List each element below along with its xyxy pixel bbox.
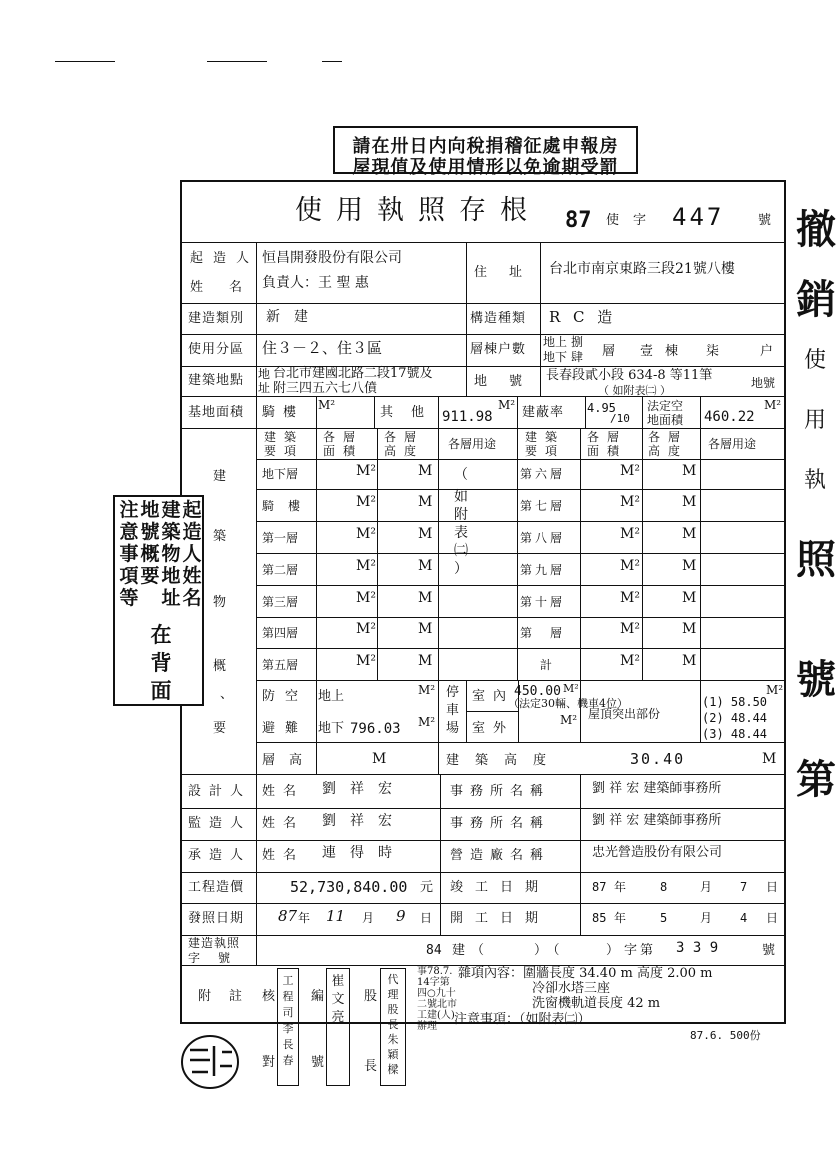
unit-m: M xyxy=(682,463,697,479)
permit-prefix: 使 xyxy=(606,213,620,228)
remarks-col-2: 對 xyxy=(262,1055,276,1070)
col-item-header-1: 建築 xyxy=(264,430,305,444)
location-line-2: 附三四五六七八僨 xyxy=(273,381,378,396)
row-floor6-label: 第六層 xyxy=(520,467,566,481)
print-note: 87.6. 500份 xyxy=(690,1029,761,1042)
start-ri: 日 xyxy=(766,911,779,925)
permit-hao: 號 xyxy=(758,213,772,228)
permit-hao-label: 號 xyxy=(762,943,776,958)
roof-value-2: (2) 48.44 xyxy=(702,711,768,725)
unit-m: M xyxy=(418,558,433,574)
lot-value: 長春段貳小段 634-8 等11筆 xyxy=(546,368,713,383)
unit-m: M xyxy=(682,494,697,510)
unit-m2: M² xyxy=(356,463,376,479)
notice-line-2: 屋現值及使用情形以免逾期受罰 xyxy=(352,157,619,178)
start-month: 5 xyxy=(660,911,668,925)
summary-side-label-3: 概 xyxy=(213,659,227,674)
issue-date-label: 發照日期 xyxy=(188,911,245,926)
summary-side-label-5: 要 xyxy=(213,721,227,736)
side-note-col-2: 建築物地址 xyxy=(161,499,181,609)
building-height-unit: M xyxy=(762,751,777,767)
cooling-tower: 冷卻水塔三座 xyxy=(532,981,611,996)
col-item-header-r2: 要項 xyxy=(525,444,566,458)
floor-height-unit: M xyxy=(372,751,387,767)
approval-reference: 事78.7.14字第四○九十二號北市工建(人)辦理 xyxy=(417,966,457,1032)
col-use-header: 各層用途 xyxy=(448,437,497,451)
col-item-header-r1: 建築 xyxy=(525,430,566,444)
permit-zi: 字 xyxy=(633,213,647,228)
col-area-header-r1: 各層 xyxy=(587,430,628,444)
permit-year: 84 xyxy=(426,943,442,958)
row-floor-blank-label: 第 層 xyxy=(520,626,566,640)
use-note-1: 如 xyxy=(454,489,468,505)
contractor-name-label: 姓名 xyxy=(262,848,305,863)
right-margin-char: 用 xyxy=(804,408,827,433)
building-height-value: 30.40 xyxy=(630,750,686,768)
unit-m2: M² xyxy=(620,590,640,606)
side-note-col-3: 地號概要 xyxy=(140,499,160,587)
location-label: 建築地點 xyxy=(188,373,245,388)
contractor-label: 承造人 xyxy=(188,848,252,863)
floors-ceng: 層 xyxy=(602,344,616,359)
parking-label-1: 車 xyxy=(446,703,460,718)
right-margin-stamp xyxy=(796,190,836,1090)
issue-nian: 年 xyxy=(298,911,311,925)
lot-note: （ 如附表㈡ ） xyxy=(598,384,671,397)
unit-m2: M² xyxy=(356,590,376,606)
unit-m: M xyxy=(682,526,697,542)
remarks-col-6: 長 xyxy=(364,1059,378,1074)
section-chief-stamp: 代理股長朱穎樑 xyxy=(380,968,406,1086)
builder-representative: 負責人：王 聖 惠 xyxy=(262,275,369,291)
buildings-count: 壹 xyxy=(640,344,654,359)
right-margin-char: 號 xyxy=(796,656,836,703)
builder-company: 恒昌開發股份有限公司 xyxy=(262,250,402,266)
scan-mark xyxy=(55,61,115,62)
floors-below-count: 肆 xyxy=(571,350,584,364)
start-year: 85 xyxy=(592,911,607,925)
open-space-value: 460.22 xyxy=(704,409,755,425)
col-use-header-r: 各層用途 xyxy=(708,437,757,451)
shelter-label-1: 防空 xyxy=(262,689,309,704)
builder-address-label: 住址 xyxy=(474,265,545,280)
misc-content: 雜項內容：圍牆長度 34.40 m 高度 2.00 m xyxy=(458,966,713,981)
row-arcade-label: 騎樓 xyxy=(262,499,315,513)
builder-address: 台北市南京東路三段21號八樓 xyxy=(549,261,735,277)
outdoor-label: 室外 xyxy=(472,721,515,736)
use-note-4: ㈡ xyxy=(454,543,468,559)
unit-m: M xyxy=(418,590,433,606)
remarks-col-3: 編 xyxy=(311,989,325,1004)
col-area-header-r2: 面積 xyxy=(587,444,628,458)
build-type-value: 新建 xyxy=(266,309,322,325)
supervisor-name-label: 姓名 xyxy=(262,816,305,831)
parking-label-0: 停 xyxy=(446,685,460,700)
designer-office: 劉 祥 宏 建築師事務所 xyxy=(592,781,722,796)
side-note-col-4: 注意事項等 xyxy=(119,499,139,609)
col-area-header-2: 面積 xyxy=(323,444,364,458)
other-area-unit: M² xyxy=(498,398,516,412)
unit-m: M xyxy=(418,621,433,637)
roof-unit: M² xyxy=(766,683,784,697)
side-note-box xyxy=(113,495,204,706)
unit-m2: M² xyxy=(620,621,640,637)
row-floor8-label: 第八層 xyxy=(520,531,566,545)
lot-suffix: 地號 xyxy=(751,376,776,390)
floors-above-count: 捌 xyxy=(571,335,584,349)
permit-serial: 3 3 9 xyxy=(676,940,719,956)
round-seal-icon xyxy=(178,1032,242,1092)
issue-month: 11 xyxy=(326,907,346,925)
other-label: 其他 xyxy=(380,405,443,420)
summary-side-label-0: 建 xyxy=(213,469,227,484)
unit-m2: M² xyxy=(620,463,640,479)
zoning-label: 使用分區 xyxy=(188,342,245,357)
designer-name-label: 姓名 xyxy=(262,784,305,799)
outdoor-unit: M² xyxy=(560,713,578,727)
shelter-above-unit: M² xyxy=(418,683,436,697)
completion-day: 7 xyxy=(740,880,748,894)
right-margin-char: 使 xyxy=(804,348,827,373)
col-height-header-r2: 高度 xyxy=(648,444,689,458)
lot-label: 地號 xyxy=(474,374,545,389)
row-floor9-label: 第九層 xyxy=(520,563,566,577)
remarks-col-5: 股 xyxy=(364,989,378,1004)
right-margin-char: 執 xyxy=(804,468,827,493)
indoor-label: 室內 xyxy=(472,689,515,704)
col-height-header-r1: 各層 xyxy=(648,430,689,444)
indoor-parking-unit: M² xyxy=(563,682,579,695)
unit-m2: M² xyxy=(356,494,376,510)
completion-nian: 年 xyxy=(614,880,627,894)
row-floor1-label: 第一層 xyxy=(262,531,299,545)
permit-zidi: 字第 xyxy=(624,943,657,958)
permit-year: 87 xyxy=(565,208,592,233)
coverage-label: 建蔽率 xyxy=(522,405,565,420)
floor-height-label: 層高 xyxy=(262,753,317,768)
structure-type-value: R C 造 xyxy=(549,308,617,326)
indoor-parking-note: （法定30輛、機車4位） xyxy=(508,697,628,710)
open-space-unit: M² xyxy=(764,398,782,412)
row-total-label: 計 xyxy=(540,658,553,672)
issue-day: 9 xyxy=(396,907,406,925)
issue-year: 87 xyxy=(278,907,298,925)
contractor-firm: 忠光營造股份有限公司 xyxy=(592,845,723,860)
cost-unit: 元 xyxy=(420,880,434,895)
unit-m2: M² xyxy=(356,526,376,542)
unit-m2: M² xyxy=(356,621,376,637)
location-prefix-2: 址 xyxy=(258,381,271,395)
designer-office-label: 事務所名稱 xyxy=(450,784,551,799)
unit-m2: M² xyxy=(356,558,376,574)
unit-m: M xyxy=(682,590,697,606)
supervisor-office-label: 事務所名稱 xyxy=(450,816,551,831)
col-item-header-2: 要項 xyxy=(264,444,305,458)
row-floor4-label: 第四層 xyxy=(262,626,299,640)
site-area-label: 基地面積 xyxy=(188,405,245,420)
designer-label: 設計人 xyxy=(188,784,252,799)
structure-type-label: 構造種類 xyxy=(470,311,527,326)
unit-m: M xyxy=(418,463,433,479)
coverage-denominator: /10 xyxy=(610,412,630,425)
supervisor-office: 劉 祥 宏 建築師事務所 xyxy=(592,813,722,828)
coverage-value: 4.95 xyxy=(587,401,616,415)
scan-mark xyxy=(207,61,267,62)
use-note-3: 表 xyxy=(454,525,468,541)
unit-m: M xyxy=(418,526,433,542)
builder-label-l2: 姓名 xyxy=(190,280,269,295)
other-area-value: 911.98 xyxy=(442,409,493,425)
parking-label-2: 場 xyxy=(446,721,460,736)
row-floor2-label: 第二層 xyxy=(262,563,299,577)
roof-value-1: (1) 58.50 xyxy=(702,695,768,709)
start-day: 4 xyxy=(740,911,748,925)
col-height-header-2: 高度 xyxy=(384,444,425,458)
use-note-0: （ xyxy=(454,467,468,483)
shelter-above-label: 地上 xyxy=(318,689,345,704)
col-height-header-1: 各層 xyxy=(384,430,425,444)
permit-number: 447 xyxy=(672,203,725,231)
issue-yue: 月 xyxy=(362,911,375,925)
permit-paren: ）（ xyxy=(534,943,566,958)
form-title: 使用執照存根 xyxy=(295,195,541,226)
row-floor7-label: 第七層 xyxy=(520,499,566,513)
caution-note: 注意事項：（如附表㈡） xyxy=(454,1012,591,1027)
unit-m: M xyxy=(682,653,697,669)
use-note-5: ） xyxy=(454,561,468,577)
units-hu: 户 xyxy=(760,344,774,359)
floors-above-label: 地上 xyxy=(543,335,568,349)
build-type-label: 建造類別 xyxy=(188,311,245,326)
location-prefix-1: 地 xyxy=(258,367,271,381)
side-note-bottom: 在背面 xyxy=(150,622,172,703)
builder-label-l1: 起造人 xyxy=(190,251,260,266)
cost-value: 52,730,840.00 xyxy=(290,878,408,896)
summary-side-label-4: 、 xyxy=(220,687,234,702)
shelter-below-value: 796.03 xyxy=(350,721,401,737)
summary-side-label-1: 築 xyxy=(213,529,227,544)
supervisor-label: 監造人 xyxy=(188,816,252,831)
remarks-col-4: 號 xyxy=(311,1055,325,1070)
scan-mark xyxy=(322,61,342,62)
completion-ri: 日 xyxy=(766,880,779,894)
floors-units-label: 層棟户數 xyxy=(470,342,527,357)
unit-m2: M² xyxy=(356,653,376,669)
permit-label-1: 建造執照 xyxy=(188,936,241,950)
unit-m: M xyxy=(682,558,697,574)
start-nian: 年 xyxy=(614,911,627,925)
shelter-label-2: 避難 xyxy=(262,721,309,736)
building-height-label: 建築高度 xyxy=(446,753,563,768)
completion-month: 8 xyxy=(660,880,668,894)
zoning-value: 住３－２、住３區 xyxy=(262,339,383,357)
row-floor3-label: 第三層 xyxy=(262,595,299,609)
row-floor10-label: 第十層 xyxy=(520,595,566,609)
open-space-label-1: 法定空 xyxy=(647,399,684,413)
side-note-col-1: 起造人姓名 xyxy=(182,499,202,609)
remarks-label: 附註 xyxy=(198,989,261,1004)
roof-value-3: (3) 48.44 xyxy=(702,727,768,741)
completion-yue: 月 xyxy=(700,880,713,894)
roof-projection-label: 屋頂突出部份 xyxy=(588,707,661,721)
right-margin-char: 撤 xyxy=(796,206,836,253)
notice-line-1: 請在卅日内向稅捐稽征處申報房 xyxy=(352,136,619,157)
window-washer: 洗窗機軌道長度 42 m xyxy=(532,996,661,1011)
unit-m: M xyxy=(682,621,697,637)
row-basement-label: 地下層 xyxy=(262,467,299,481)
contractor-name: 連 得 時 xyxy=(322,845,392,861)
open-space-label-2: 地面積 xyxy=(647,413,684,427)
permit-label-2: 字號 xyxy=(188,951,249,965)
right-margin-char: 第 xyxy=(796,756,836,803)
shelter-below-unit: M² xyxy=(418,715,436,729)
designer-name: 劉 祥 宏 xyxy=(322,781,392,797)
start-yue: 月 xyxy=(700,911,713,925)
contractor-firm-label: 營造廠名稱 xyxy=(450,848,551,863)
issue-ri: 日 xyxy=(420,911,433,925)
unit-m: M xyxy=(418,653,433,669)
summary-side-label-2: 物 xyxy=(213,595,227,610)
unit-m2: M² xyxy=(620,558,640,574)
permit-jian: 建（ xyxy=(452,943,491,958)
supervisor-name: 劉 祥 宏 xyxy=(322,813,392,829)
unit-m2: M² xyxy=(620,653,640,669)
tax-notice-box xyxy=(333,126,638,178)
remarks-col-1: 核 xyxy=(262,989,276,1004)
arcade-label: 騎樓 xyxy=(262,405,305,420)
shelter-below-label: 地下 xyxy=(318,721,345,736)
indoor-parking-value: 450.00 xyxy=(514,684,561,699)
arcade-unit: M² xyxy=(318,398,336,412)
row-floor5-label: 第五層 xyxy=(262,658,299,672)
right-margin-char: 銷 xyxy=(796,276,836,323)
engineer-stamp: 工程司李長春 xyxy=(277,968,299,1086)
numbering-stamp: 崔文亮 xyxy=(326,968,350,1086)
unit-m2: M² xyxy=(620,494,640,510)
floors-below-label: 地下 xyxy=(543,350,568,364)
buildings-dong: 棟 xyxy=(665,344,679,359)
completion-label: 竣工日期 xyxy=(450,880,551,895)
unit-m: M xyxy=(418,494,433,510)
use-note-2: 附 xyxy=(454,507,468,523)
units-count: 柒 xyxy=(706,344,720,359)
location-line-1: 台北市建國北路二段17號及 xyxy=(273,366,433,381)
start-date-label: 開工日期 xyxy=(450,911,551,926)
unit-m2: M² xyxy=(620,526,640,542)
right-margin-char: 照 xyxy=(796,536,836,583)
permit-close: ） xyxy=(606,943,620,958)
completion-year: 87 xyxy=(592,880,607,894)
cost-label: 工程造價 xyxy=(188,880,245,895)
col-area-header-1: 各層 xyxy=(323,430,364,444)
